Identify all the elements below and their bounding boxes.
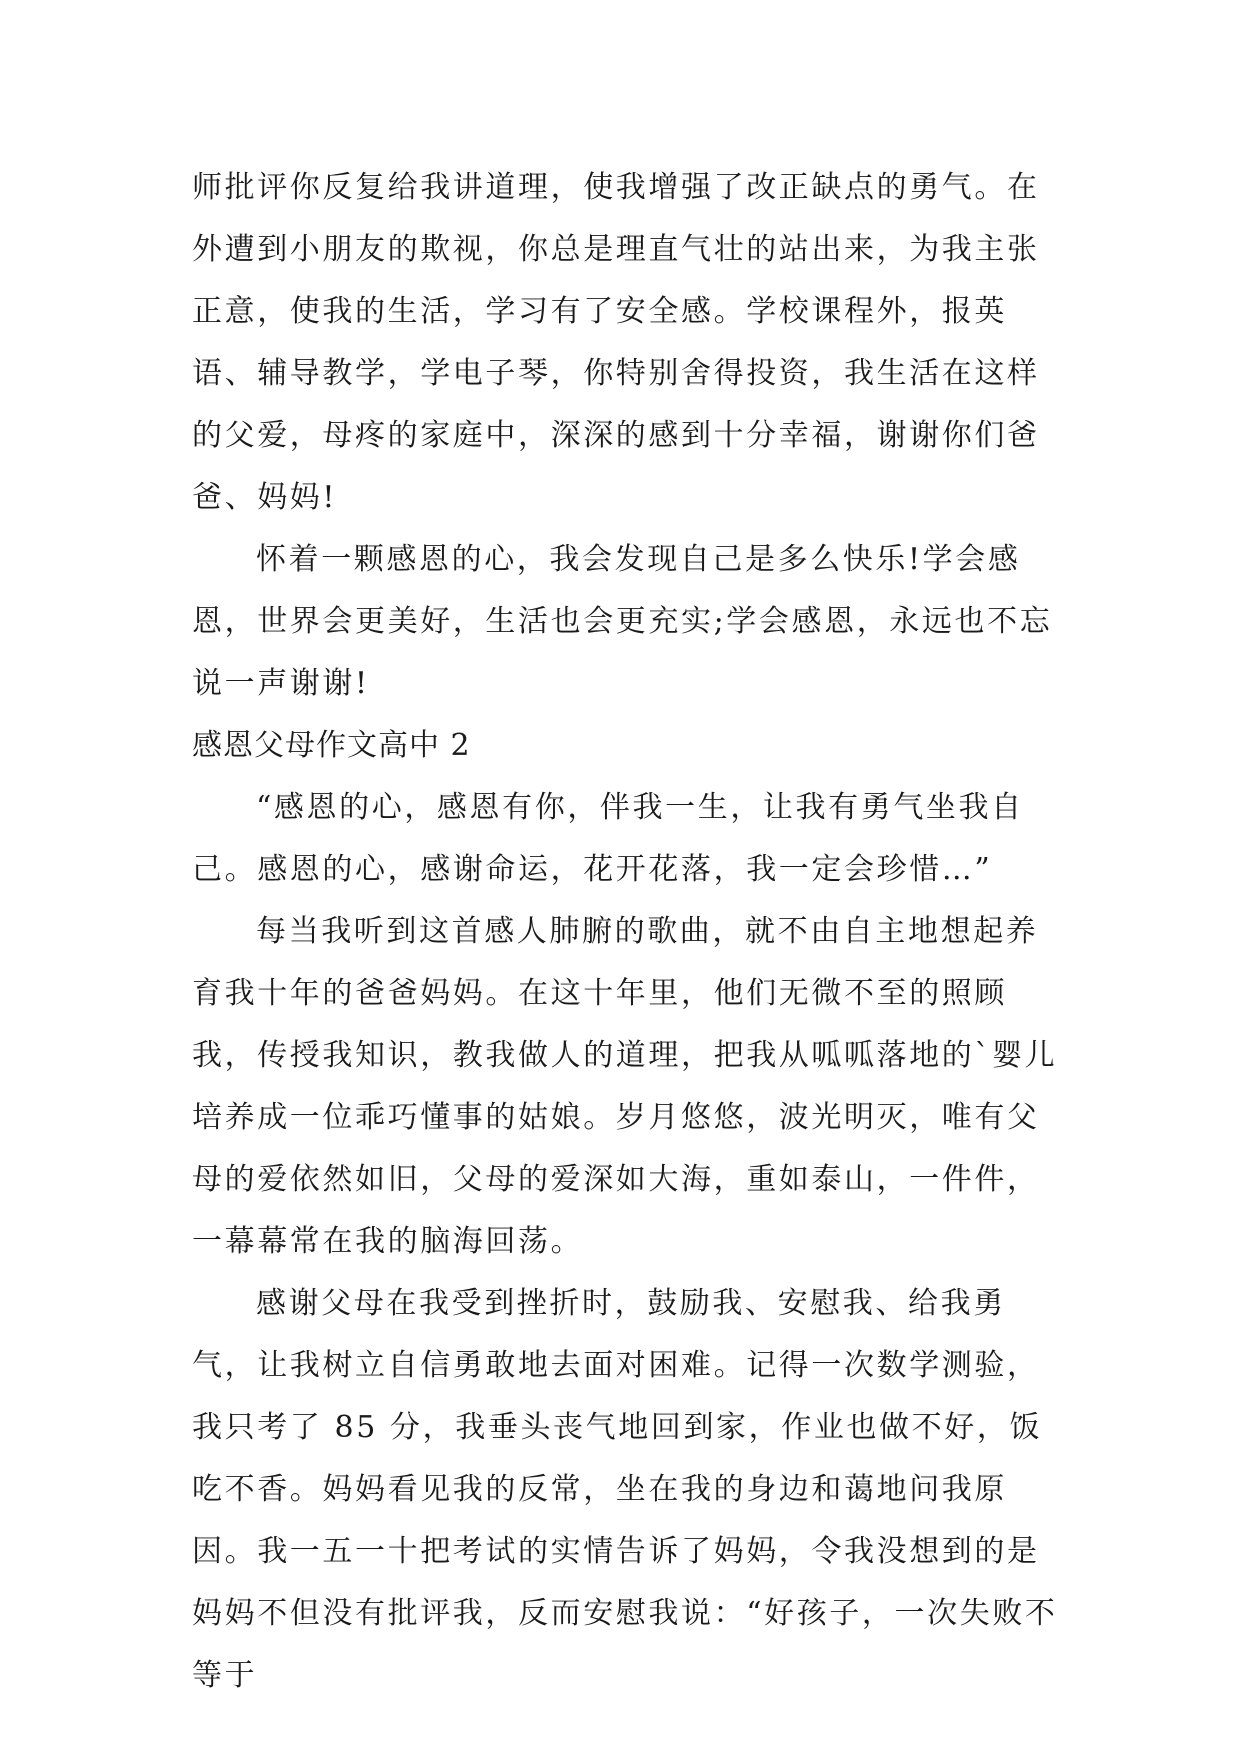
paragraph-continuation: 师批评你反复给我讲道理，使我增强了改正缺点的勇气。在外遭到小朋友的欺视，你总是理直气壮的站出来，为我主张正意，使我的生活，学习有了安全感。学校课程外，报英语、辅导教学，学电子琴，你特别舍得投资，我生活在这样的父爱，母疼的家庭中，深深的感到十分幸福，谢谢你们爸爸、妈妈!: [192, 170, 1040, 515]
section-title: 感恩父母作文高中 2: [192, 728, 471, 763]
paragraph-gratitude-heart: 怀着一颗感恩的心，我会发现自己是多么快乐!学会感恩，世界会更美好，生活也会更充实;学会感恩，永远也不忘说一声谢谢!: [192, 542, 1053, 701]
document-body: [192, 157, 1062, 1707]
paragraph-parents-love: 每当我听到这首感人肺腑的歌曲，就不由自主地想起养育我十年的爸爸妈妈。在这十年里，他们无微不至的照顾我，传授我知识，教我做人的道理，把我从呱呱落地的`婴儿培养成一位乖巧懂事的姑娘。岁月悠悠，波光明灭，唯有父母的爱依然如旧，父母的爱深如大海，重如泰山，一件件，一幕幕常在我的脑海回荡。: [192, 914, 1058, 1259]
paragraph-song-lyrics: “感恩的心，感恩有你，伴我一生，让我有勇气坐我自己。感恩的心，感谢命运，花开花落，我一定会珍惜…”: [192, 790, 1024, 887]
paragraph-thank-parents: 感谢父母在我受到挫折时，鼓励我、安慰我、给我勇气，让我树立自信勇敢地去面对困难。记得一次数学测验，我只考了 85 分，我垂头丧气地回到家，作业也做不好，饭吃不香。妈妈看见我的反常，坐在我的身边和蔼地问我原因。我一五一十把考试的实情告诉了妈妈，令我没想到的是妈妈不但没有批评我，反而安慰我说：“好孩子，一次失败不等于: [192, 1286, 1058, 1693]
